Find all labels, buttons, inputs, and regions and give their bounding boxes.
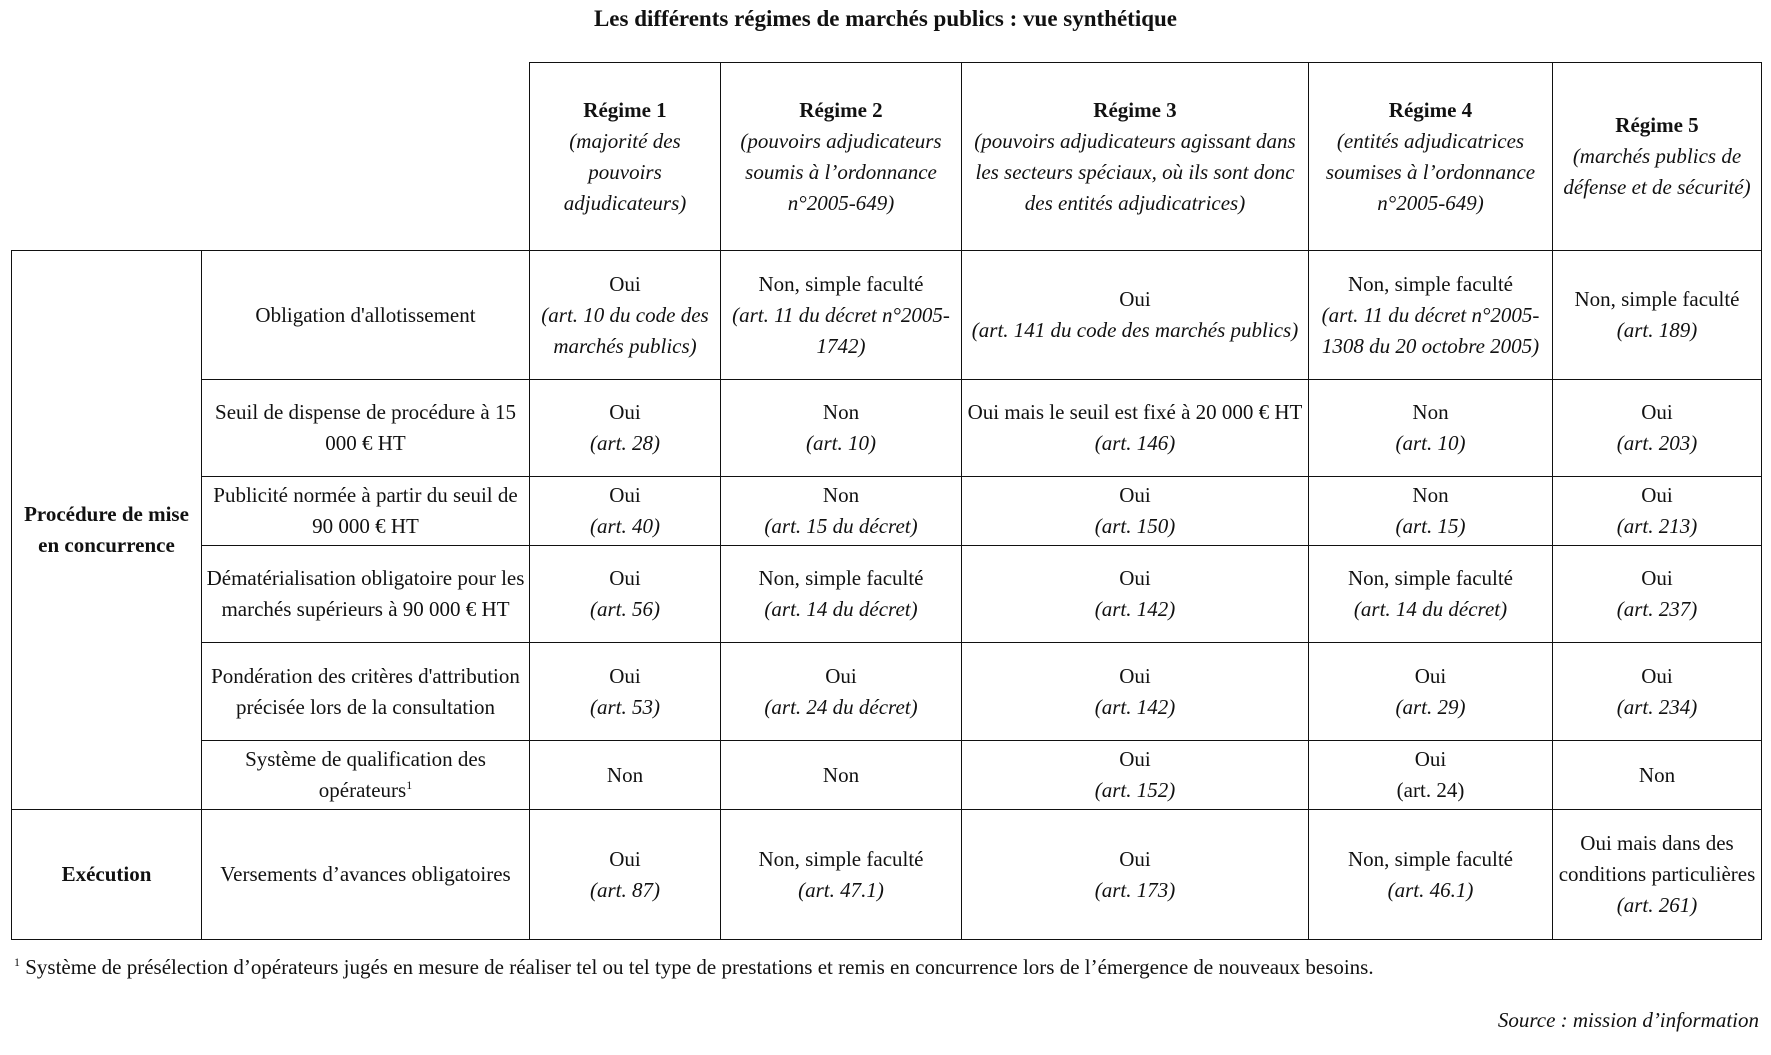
cell-value: Non: [1638, 762, 1676, 787]
cell-value: Non, simple faculté: [1347, 846, 1514, 871]
cell-regime-4: [1309, 477, 1553, 546]
cell-value: Non, simple faculté: [758, 846, 924, 871]
row-label-text: Pondération des critères d'attribution précisée lors de la consultation: [211, 663, 520, 719]
table-row: [12, 380, 1762, 477]
footnote: [14, 955, 1374, 980]
row-label-text: Publicité normée à partir du seuil de 90 000 € HT: [213, 483, 518, 538]
row-label: [202, 251, 530, 380]
cell-value: Oui: [609, 400, 641, 424]
cell-value: Oui: [1119, 566, 1151, 590]
cell-value: Oui: [1641, 663, 1673, 688]
cell-value: Non, simple faculté: [1347, 271, 1514, 296]
cell-value: Non: [822, 762, 860, 787]
group-procedure: Procédure de mise en concurrence: [12, 251, 202, 810]
header-row: [12, 63, 1762, 251]
cell-regime-5: [1553, 251, 1762, 380]
header-regime-3: [962, 63, 1309, 251]
cell-value: Oui: [1119, 846, 1151, 871]
table-row: [12, 251, 1762, 380]
footnote-ref: 1: [406, 778, 413, 792]
cell-regime-5: [1553, 477, 1762, 546]
regimes-table: [11, 62, 1762, 940]
cell-value: Oui mais le seuil est fixé à 20 000 € HT: [967, 400, 1303, 424]
cell-reference: (art. 24 du décret): [764, 694, 918, 719]
cell-reference: (art. 189): [1616, 318, 1698, 342]
cell-regime-1: [530, 546, 721, 643]
footnote-mark: 1: [14, 955, 20, 969]
cell-reference: (art. 11 du décret n°2005-1742): [732, 302, 950, 358]
cell-value: Oui: [609, 271, 641, 296]
cell-reference: (art. 15 du décret): [764, 514, 918, 538]
header-regime-1: [530, 63, 721, 251]
row-label: [202, 546, 530, 643]
cell-reference: (art. 146): [1094, 431, 1176, 455]
regime-name: Régime 3: [1093, 97, 1177, 122]
footnote-text: Système de présélection d’opérateurs jugés en mesure de réaliser tel ou tel type de prestations et remis en concurrence lors de l’émergence de nouveaux besoins.: [20, 955, 1374, 979]
row-label-text: Dématérialisation obligatoire pour les marchés supérieurs à 90 000 € HT: [206, 566, 525, 621]
cell-regime-2: [721, 546, 962, 643]
row-label: [202, 643, 530, 741]
cell-reference: (art. 152): [1094, 778, 1176, 802]
cell-reference: (art. 213): [1616, 514, 1698, 538]
cell-reference: (art. 14 du décret): [764, 597, 918, 621]
cell-regime-3: [962, 810, 1309, 940]
cell-value: Oui: [1641, 566, 1673, 590]
table-row: [12, 810, 1762, 940]
table-row: [12, 741, 1762, 810]
cell-value: Oui: [1119, 287, 1151, 311]
cell-reference: (art. 56): [590, 597, 660, 621]
cell-regime-4: [1309, 810, 1553, 940]
regime-name: Régime 2: [799, 97, 883, 122]
cell-reference: (art. 11 du décret n°2005-1308 du 20 octobre 2005): [1321, 302, 1540, 358]
cell-value: Non, simple faculté: [1574, 287, 1740, 311]
regime-name: Régime 5: [1615, 113, 1699, 137]
cell-reference: (art. 40): [590, 514, 660, 538]
regime-name: Régime 4: [1388, 97, 1473, 122]
source-note: Source : mission d’information: [1497, 1008, 1759, 1032]
cell-reference: (art. 14 du décret): [1353, 597, 1508, 621]
cell-reference: (art. 10 du code des marchés publics): [541, 302, 709, 358]
cell-regime-3: [962, 380, 1309, 477]
cell-value: Non, simple faculté: [1347, 566, 1514, 590]
cell-regime-5: [1553, 380, 1762, 477]
cell-regime-3: [962, 741, 1309, 810]
cell-regime-3: [962, 251, 1309, 380]
cell-regime-2: [721, 251, 962, 380]
cell-reference: (art. 10): [1395, 431, 1466, 455]
cell-reference: (art. 29): [1395, 694, 1466, 719]
row-label-text: Obligation d'allotissement: [255, 302, 476, 327]
cell-reference: (art. 203): [1616, 431, 1698, 455]
cell-regime-1: [530, 477, 721, 546]
cell-reference: (art. 24): [1396, 778, 1465, 802]
cell-value: Oui: [1641, 483, 1673, 507]
cell-reference: (art. 141 du code des marchés publics): [971, 318, 1299, 342]
row-label: [202, 741, 530, 810]
regime-name: Régime 1: [583, 97, 667, 122]
regime-description: (majorité des pouvoirs adjudicateurs): [563, 128, 687, 215]
cell-regime-2: [721, 380, 962, 477]
cell-value: Non: [606, 762, 644, 787]
cell-reference: (art. 28): [590, 431, 660, 455]
cell-value: Non, simple faculté: [758, 271, 924, 296]
cell-reference: (art. 173): [1094, 877, 1176, 902]
row-label: [202, 477, 530, 546]
cell-reference: (art. 261): [1616, 893, 1698, 917]
cell-regime-2: [721, 810, 962, 940]
cell-regime-1: [530, 380, 721, 477]
cell-value: Oui: [609, 663, 641, 688]
cell-regime-4: [1309, 643, 1553, 741]
cell-value: Oui: [1414, 663, 1447, 688]
cell-value: Oui: [1119, 747, 1151, 771]
cell-value: Non, simple faculté: [758, 566, 924, 590]
row-label-text: Système de qualification des opérateurs: [245, 747, 486, 802]
row-label: [202, 380, 530, 477]
cell-value: Oui: [825, 663, 857, 688]
regime-description: (pouvoirs adjudicateurs soumis à l’ordonnance n°2005-649): [740, 128, 942, 215]
cell-reference: (art. 87): [590, 877, 660, 902]
cell-value: Oui: [1641, 400, 1673, 424]
cell-value: Non: [822, 483, 860, 507]
cell-reference: (art. 150): [1094, 514, 1176, 538]
cell-regime-4: [1309, 546, 1553, 643]
regime-description: (pouvoirs adjudicateurs agissant dans les secteurs spéciaux, où ils sont donc des entités adjudicatrices): [974, 128, 1296, 215]
cell-regime-2: [721, 741, 962, 810]
cell-regime-3: [962, 477, 1309, 546]
row-label-text: Versements d’avances obligatoires: [220, 862, 511, 886]
cell-regime-1: [530, 810, 721, 940]
cell-reference: (art. 53): [590, 694, 660, 719]
cell-regime-4: [1309, 380, 1553, 477]
cell-regime-5: [1553, 643, 1762, 741]
cell-regime-5: [1553, 741, 1762, 810]
cell-value: Oui: [609, 846, 641, 871]
header-regime-5: [1553, 63, 1762, 251]
cell-regime-4: [1309, 741, 1553, 810]
row-label-text: Seuil de dispense de procédure à 15 000 € HT: [215, 400, 516, 455]
regime-description: (marchés publics de défense et de sécurité): [1563, 144, 1751, 199]
cell-reference: (art. 46.1): [1387, 877, 1474, 902]
cell-regime-2: [721, 477, 962, 546]
cell-reference: (art. 142): [1094, 694, 1176, 719]
cell-value: Non: [1412, 400, 1449, 424]
cell-regime-1: [530, 741, 721, 810]
cell-value: Oui: [609, 566, 641, 590]
cell-value: Oui mais dans des conditions particulières: [1558, 831, 1756, 886]
cell-regime-1: [530, 643, 721, 741]
cell-regime-1: [530, 251, 721, 380]
cell-regime-5: [1553, 546, 1762, 643]
cell-value: Oui: [609, 483, 641, 507]
cell-regime-4: [1309, 251, 1553, 380]
table-row: [12, 477, 1762, 546]
group-execution: Exécution: [12, 810, 202, 940]
cell-value: Oui: [1119, 483, 1151, 507]
cell-reference: (art. 10): [806, 431, 876, 455]
regime-description: (entités adjudicatrices soumises à l’ordonnance n°2005-649): [1325, 128, 1536, 215]
table-row: [12, 643, 1762, 741]
cell-value: Non: [822, 400, 860, 424]
cell-reference: (art. 237): [1616, 597, 1698, 621]
cell-reference: (art. 142): [1094, 597, 1176, 621]
cell-regime-2: [721, 643, 962, 741]
cell-regime-3: [962, 546, 1309, 643]
header-regime-4: [1309, 63, 1553, 251]
cell-regime-5: [1553, 810, 1762, 940]
table-row: [12, 546, 1762, 643]
header-regime-2: [721, 63, 962, 251]
cell-value: Non: [1412, 483, 1449, 507]
cell-regime-3: [962, 643, 1309, 741]
cell-reference: (art. 234): [1616, 694, 1698, 719]
empty-corner: [12, 63, 530, 251]
table-title: Les différents régimes de marchés publics : vue synthétique: [593, 6, 1178, 31]
cell-value: Oui: [1119, 663, 1151, 688]
row-label: [202, 810, 530, 940]
cell-reference: (art. 47.1): [798, 877, 884, 902]
cell-reference: (art. 15): [1395, 514, 1466, 538]
cell-value: Oui: [1414, 747, 1447, 771]
